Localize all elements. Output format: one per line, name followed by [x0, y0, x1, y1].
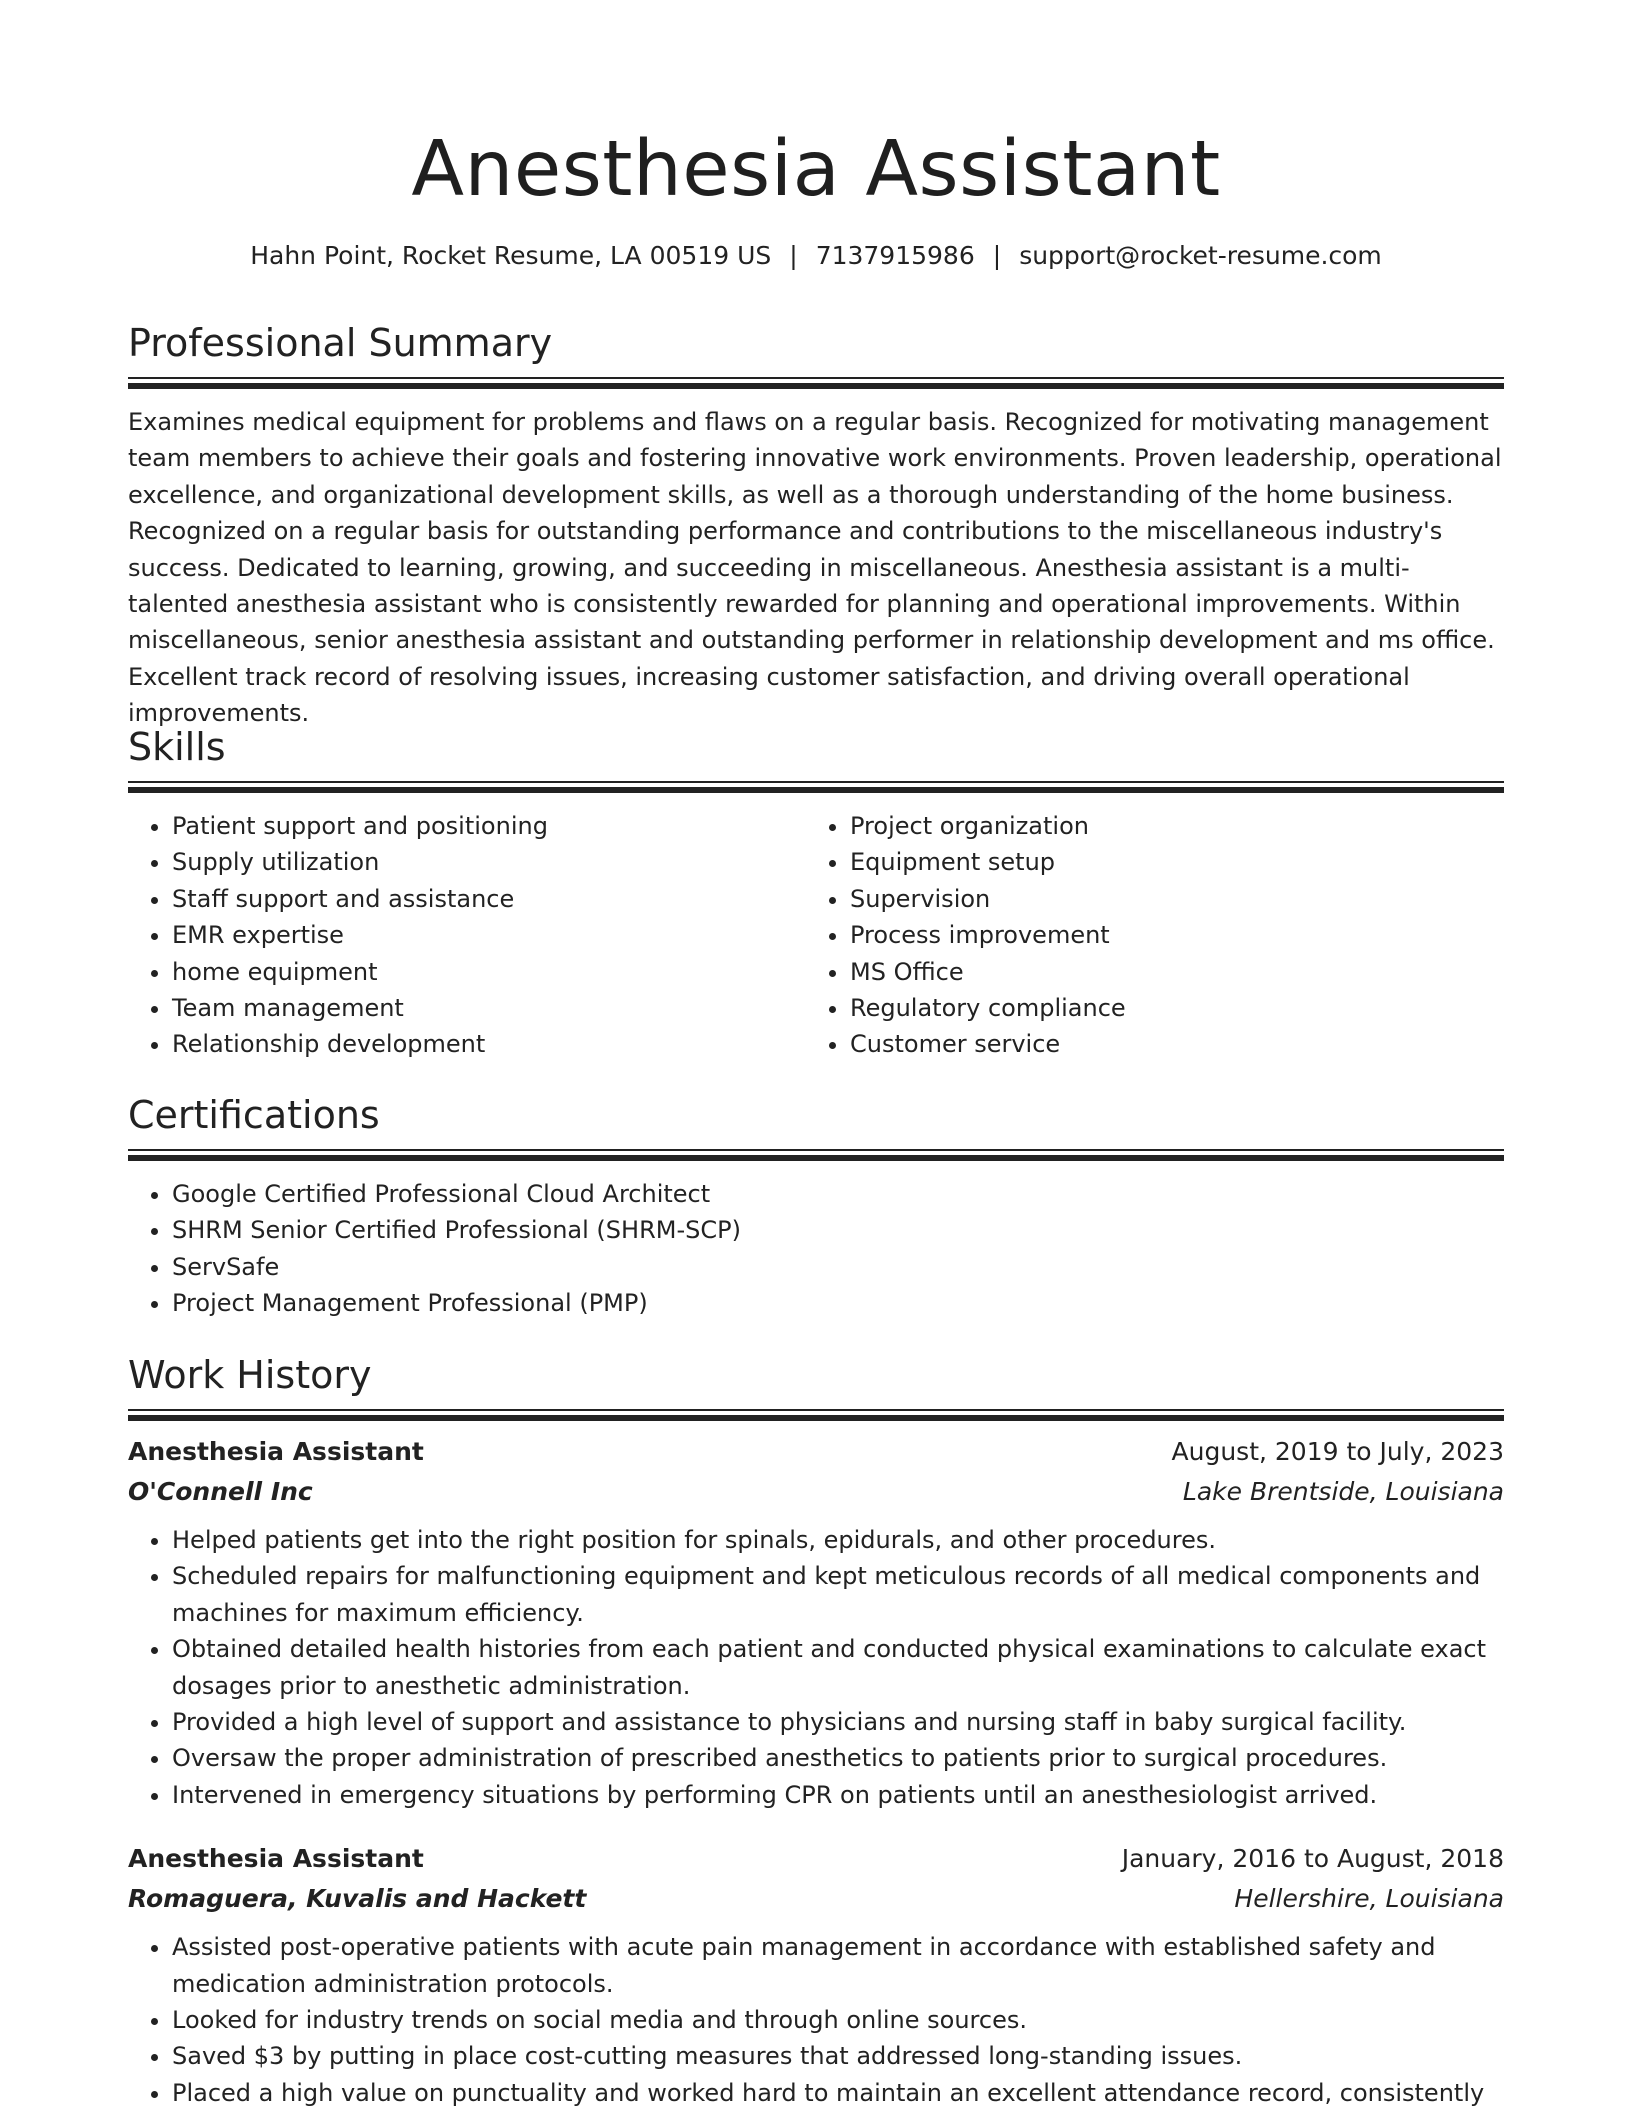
- certifications-section: [128, 1091, 1504, 1322]
- section-divider: [128, 781, 1504, 794]
- list-item: • Intervened in emergency situations by performing CPR on patients until an anesthesiologist arrived.: [172, 1777, 1504, 1813]
- list-item: • Relationship development: [172, 1026, 806, 1062]
- section-title-work-history: Work History: [128, 1353, 372, 1397]
- list-item: • Regulatory compliance: [850, 990, 1484, 1026]
- candidate-name: Anesthesia Assistant: [411, 125, 1221, 214]
- section-title-skills: Skills: [128, 725, 226, 769]
- list-item: • Saved $3 by putting in place cost-cutting measures that addressed long-standing issues.: [172, 2038, 1504, 2074]
- list-item: • Customer service: [850, 1026, 1484, 1062]
- list-item: • Team management: [172, 990, 806, 1026]
- skills-list-left: [128, 808, 806, 1063]
- list-item: • Supply utilization: [172, 844, 806, 880]
- list-item: • Process improvement: [850, 917, 1484, 953]
- section-title-certifications: Certifications: [128, 1093, 380, 1137]
- job-dates: January, 2016 to August, 2018: [1121, 1844, 1504, 1874]
- list-item: • Google Certified Professional Cloud Architect: [172, 1176, 1504, 1212]
- email-link[interactable]: support@rocket-resume.com: [1019, 241, 1382, 270]
- section-title-summary: Professional Summary: [128, 321, 553, 365]
- skills-list-right: [806, 808, 1484, 1063]
- job-company: O'Connell Inc: [128, 1477, 313, 1506]
- list-item: • Project organization: [850, 808, 1484, 844]
- list-item: • Assisted post-operative patients with acute pain management in accordance with established safety and medication administration protocols.: [172, 1929, 1504, 2002]
- list-item: • ServSafe: [172, 1249, 1504, 1285]
- job-company: Romaguera, Kuvalis and Hackett: [128, 1884, 587, 1914]
- list-item: • home equipment: [172, 954, 806, 990]
- skills-section: [128, 723, 1504, 1063]
- section-divider: [128, 1149, 1504, 1162]
- list-item: • MS Office: [850, 954, 1484, 990]
- contact-separator: |: [789, 241, 798, 270]
- section-divider: [128, 377, 1504, 390]
- job-location: Lake Brentside, Louisiana: [1182, 1477, 1504, 1506]
- summary-text: Examines medical equipment for problems and flaws on a regular basis. Recognized for motivating management team members to achieve their goals and fostering innovative work environments. Proven leadership, operational excellence, and organizational development skills, as well as a thorough understanding of the home business. Recognized on a regular basis for outstanding performance and contributions to the miscellaneous industry's success. Dedicated to learning, growing, and succeeding in miscellaneous. Anesthesia assistant is a multi-talented anesthesia assistant who is consistently rewarded for planning and operational improvements. Within miscellaneous, senior anesthesia assistant and outstanding performer in relationship development and ms office. Excellent track record of resolving issues, increasing customer satisfaction, and driving overall operational improvements.: [128, 408, 1502, 728]
- section-divider: [128, 1409, 1504, 1422]
- list-item: • Oversaw the proper administration of prescribed anesthetics to patients prior to surgical procedures.: [172, 1740, 1504, 1776]
- summary-section: [128, 319, 1504, 732]
- list-item: • Placed a high value on punctuality and worked hard to maintain an excellent attendance record, consistently: [172, 2075, 1504, 2111]
- job-subheader: [128, 1472, 1504, 1512]
- job-bullets: [128, 1522, 1504, 1813]
- address: Hahn Point, Rocket Resume, LA 00519 US: [250, 241, 772, 270]
- work-history-section: [128, 1351, 1504, 2111]
- job-header: [128, 1839, 1504, 1879]
- phone: 7137915986: [815, 241, 975, 270]
- list-item: • Staff support and assistance: [172, 881, 806, 917]
- list-item: • Supervision: [850, 881, 1484, 917]
- skills-columns: [128, 808, 1504, 1063]
- list-item: • Patient support and positioning: [172, 808, 806, 844]
- job-dates: August, 2019 to July, 2023: [1171, 1437, 1504, 1466]
- job-bullets: [128, 1929, 1504, 2111]
- job-title: Anesthesia Assistant: [128, 1437, 424, 1466]
- contact-line: [128, 239, 1504, 273]
- job-subheader: [128, 1879, 1504, 1919]
- certifications-list: [128, 1176, 1504, 1322]
- list-item: • Equipment setup: [850, 844, 1484, 880]
- list-item: • Project Management Professional (PMP): [172, 1285, 1504, 1321]
- contact-separator: |: [992, 241, 1002, 270]
- list-item: • Provided a high level of support and assistance to physicians and nursing staff in baby surgical facility.: [172, 1704, 1504, 1740]
- job-header: [128, 1432, 1504, 1472]
- list-item: • SHRM Senior Certified Professional (SHRM-SCP): [172, 1212, 1504, 1248]
- job-entry: [128, 1839, 1504, 2111]
- list-item: • Looked for industry trends on social media and through online sources.: [172, 2002, 1504, 2038]
- list-item: • Scheduled repairs for malfunctioning equipment and kept meticulous records of all medical components and machines for maximum efficiency.: [172, 1558, 1504, 1631]
- job-location: Hellershire, Louisiana: [1234, 1884, 1504, 1914]
- list-item: • Obtained detailed health histories from each patient and conducted physical examinations to calculate exact dosages prior to anesthetic administration.: [172, 1631, 1504, 1704]
- job-entry: [128, 1432, 1504, 1813]
- list-item: • EMR expertise: [172, 917, 806, 953]
- job-title: Anesthesia Assistant: [128, 1844, 424, 1874]
- list-item: • Helped patients get into the right position for spinals, epidurals, and other procedures.: [172, 1522, 1504, 1558]
